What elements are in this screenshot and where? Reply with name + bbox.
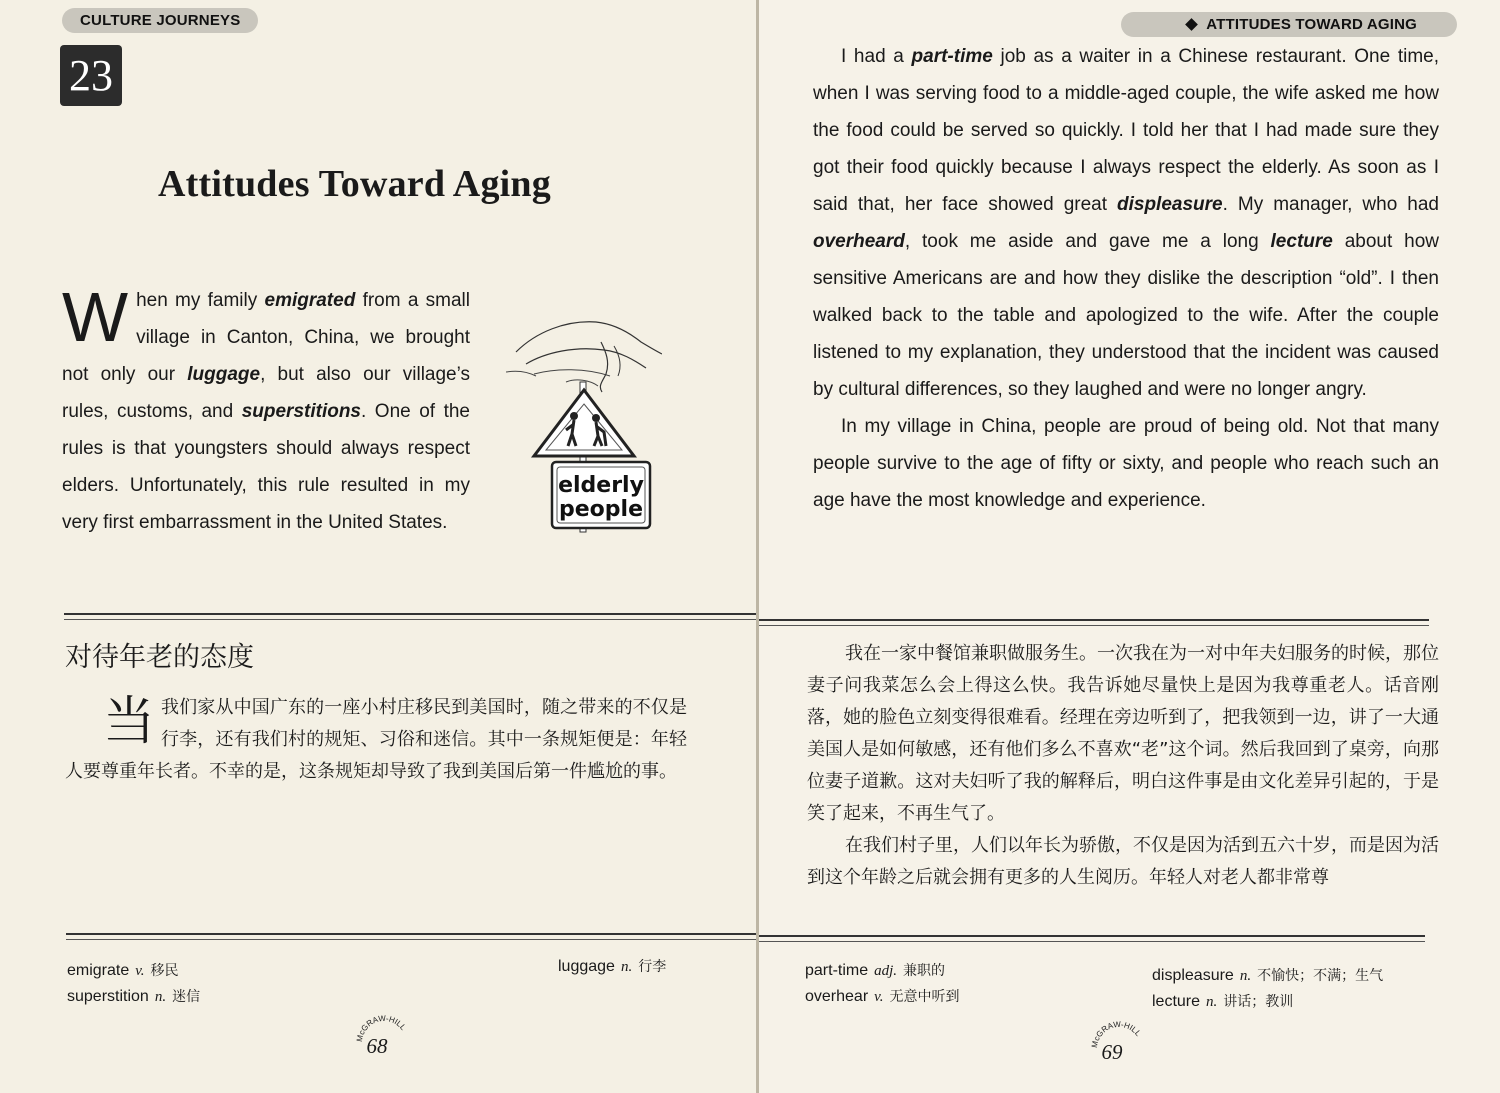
divider: [759, 619, 1429, 621]
right-page: [759, 0, 1500, 1093]
vocab-entry: [67, 958, 179, 984]
body-text: [813, 38, 1439, 519]
paragraph: [813, 38, 1439, 408]
vocab-meaning: 无意中听到: [889, 989, 960, 1005]
text-run: , but also our village’s rules, customs, and: [62, 364, 470, 422]
divider: [64, 619, 757, 620]
drop-cap: W: [62, 278, 129, 356]
text-run: from a small village in Canton, China, we brought not only our: [62, 290, 470, 385]
page-folio: [354, 1010, 414, 1070]
chinese-paragraph: 在我们村子里，人们以年长为骄傲，不仅是因为活到五六十岁，而是因为活到这个年龄之后就会拥有更多的人生阅历。年轻人对老人都非常尊: [807, 835, 1439, 888]
running-head-text: ATTITUDES TOWARD AGING: [1206, 16, 1417, 33]
vocab-entry: [558, 954, 666, 980]
keyword: luggage: [187, 364, 261, 385]
vocab-entry: [805, 958, 945, 984]
keyword: superstitions: [241, 401, 362, 422]
keyword: part-time: [911, 46, 993, 67]
vocab-entry: [1152, 963, 1383, 989]
text-run: . My manager, who had: [1222, 194, 1439, 215]
keyword: lecture: [1270, 231, 1333, 252]
sign-text-people: people: [559, 497, 643, 522]
vocab-meaning: 移民: [150, 963, 179, 979]
vocab-meaning: 行李: [638, 959, 667, 975]
paragraph: In my village in China, people are proud of being old. Not that many people survive to the age of fifty or sixty, and people who reach such an age have the most knowledge and experience.: [813, 416, 1439, 511]
elderly-people-sign-illustration: [506, 312, 662, 540]
diamond-icon: [1185, 18, 1198, 31]
vocab-word: overhear: [805, 988, 869, 1005]
vocab-pos: n.: [620, 959, 633, 975]
text-run: I had a: [841, 46, 912, 67]
chinese-text: 我们家从中国广东的一座小村庄移民到美国时，随之带来的不仅是行李，还有我们村的规矩、习俗和迷信。其中一条规矩便是：年轻人要尊重年长者。不幸的是，这条规矩却导致了我到美国后第一件尴尬的事。: [65, 697, 687, 782]
vocab-pos: v.: [874, 989, 884, 1005]
vocab-meaning: 讲话；教训: [1223, 994, 1294, 1010]
text-run: hen my family: [136, 290, 265, 311]
divider: [759, 935, 1425, 937]
vocab-entry: [805, 984, 959, 1010]
divider: [66, 933, 757, 935]
divider: [66, 939, 757, 940]
vocab-meaning: 迷信: [172, 989, 201, 1005]
vocab-pos: v.: [135, 963, 145, 979]
vocab-word: lecture: [1152, 993, 1201, 1010]
divider: [759, 625, 1429, 626]
vocab-pos: n.: [1206, 994, 1218, 1010]
svg-text:McGRAW-HILL: McGRAW-HILL: [1089, 1019, 1143, 1049]
chapter-number: 23: [60, 45, 122, 106]
vocab-pos: n.: [154, 989, 167, 1005]
vocab-pos: adj.: [874, 963, 898, 979]
text-run: . One of the rules is that youngsters should always respect elders. Unfortunately, this rule resulted in my very first embarrassment in the United States.: [62, 401, 470, 533]
vocab-word: displeasure: [1152, 967, 1234, 984]
divider: [64, 613, 757, 615]
vocab-word: superstition: [67, 988, 149, 1005]
keyword: emigrated: [264, 290, 356, 311]
intro-paragraph: [62, 278, 470, 541]
text-run: , took me aside and gave me a long: [904, 231, 1271, 252]
page-number: 69: [1101, 1040, 1123, 1064]
vocab-pos: n.: [1239, 968, 1252, 984]
chinese-intro: [65, 692, 687, 788]
chinese-paragraph: 我在一家中餐馆兼职做服务生。一次我在为一对中年夫妇服务的时候，那位妻子问我菜怎么会上得这么快。我告诉她尽量快上是因为我尊重老人。话音刚落，她的脸色立刻变得很难看。经理在旁边听到了，把我领到一边，讲了一大通美国人是如何敏感，还有他们多么不喜欢“老”这个词。然后我回到了桌旁，向那位妻子道歉。这对夫妇听了我的解释后，明白这件事是由文化差异引起的，于是笑了起来，不再生气了。: [807, 643, 1439, 824]
keyword: overheard: [813, 231, 905, 252]
vocab-entry: [1152, 989, 1293, 1015]
page-number: 68: [366, 1034, 388, 1058]
divider: [759, 941, 1425, 942]
chinese-drop-cap: 当: [103, 692, 156, 752]
svg-text:McGRAW-HILL: McGRAW-HILL: [354, 1013, 408, 1043]
vocab-word: part-time: [805, 962, 869, 979]
vocab-meaning: 兼职的: [903, 963, 946, 979]
keyword: displeasure: [1117, 194, 1223, 215]
vocab-word: emigrate: [67, 962, 130, 979]
vocab-entry: [67, 984, 200, 1010]
chinese-body: [807, 638, 1439, 894]
text-run: about how sensitive Americans are and how they dislike the description “old”. I then walked back to the table and apologized to the wife. After the couple listened to my explanation, they understood that the incident was caused by cultural differences, so they laughed and were no longer angry.: [813, 231, 1439, 400]
running-head: [1121, 12, 1457, 37]
chinese-title: 对待年老的态度: [65, 642, 254, 672]
vocab-meaning: 不愉快；不满；生气: [1257, 968, 1384, 984]
page-title: Attitudes Toward Aging: [158, 163, 551, 205]
section-label: CULTURE JOURNEYS: [62, 8, 258, 33]
sign-text-elderly: elderly: [558, 473, 644, 498]
text-run: job as a waiter in a Chinese restaurant. One time, when I was serving food to a middle-aged couple, the wife asked me how the food could be served so quickly. I told her that I had made sure they got their food quickly because I always respect the elderly. As soon as I said that, her face showed great: [813, 46, 1439, 215]
vocab-word: luggage: [558, 958, 615, 975]
page-folio: [1089, 1016, 1149, 1076]
